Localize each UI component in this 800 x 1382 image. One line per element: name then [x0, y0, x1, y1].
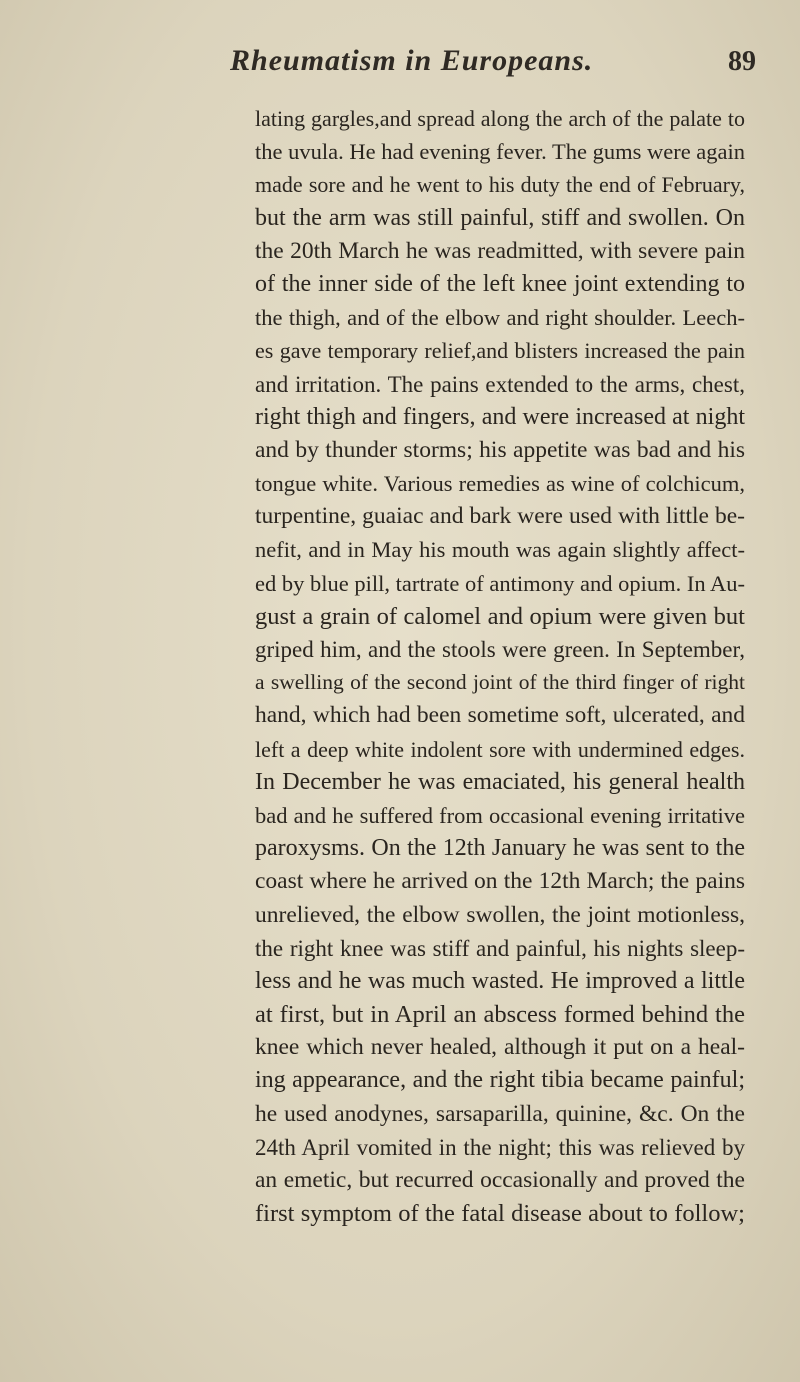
- text-line: hand, which had been sometime soft, ulcerated, and: [255, 702, 745, 729]
- text-line: paroxysms. On the 12th January he was sent to the: [255, 835, 745, 862]
- text-line: and irritation. The pains extended to the arms, chest,: [255, 371, 745, 397]
- text-line: es gave temporary relief,and blisters increased the pain: [255, 338, 745, 364]
- text-line: an emetic, but recurred occasionally and proved the: [255, 1167, 745, 1193]
- text-line: In December he was emaciated, his general health: [255, 768, 745, 795]
- text-line: bad and he suffered from occasional evening irritative: [255, 802, 745, 828]
- text-line: of the inner side of the left knee joint extending to: [255, 270, 745, 297]
- text-line: he used anodynes, sarsaparilla, quinine, &c. On the: [255, 1100, 745, 1127]
- text-line: ing appearance, and the right tibia became painful;: [255, 1067, 745, 1094]
- text-line: lating gargles,and spread along the arch of the palate to: [255, 106, 745, 131]
- text-line: made sore and he went to his duty the end of February,: [255, 172, 745, 198]
- text-line: and by thunder storms; his appetite was bad and his: [255, 436, 745, 463]
- text-line: coast where he arrived on the 12th March; the pains: [255, 868, 745, 895]
- text-line: at first, but in April an abscess formed behind the: [255, 1001, 745, 1029]
- text-line: the uvula. He had evening fever. The gums were again: [255, 139, 746, 165]
- text-line: the right knee was stiff and painful, his nights sleep-: [255, 935, 745, 961]
- text-line: turpentine, guaiac and bark were used with little be-: [255, 503, 745, 530]
- running-title: Rheumatism in Europeans.: [230, 44, 594, 77]
- body-text: [255, 102, 745, 1230]
- text-line: right thigh and fingers, and were increased at night: [255, 403, 745, 430]
- text-line: first symptom of the fatal disease about to follow;: [255, 1200, 745, 1228]
- text-line: the 20th March he was readmitted, with severe pain: [255, 237, 745, 264]
- text-line: ed by blue pill, tartrate of antimony and opium. In Au-: [255, 570, 745, 596]
- text-line: left a deep white indolent sore with undermined edges.: [255, 736, 745, 762]
- text-line: but the arm was still painful, stiff and swollen. On: [255, 204, 745, 231]
- text-line: knee which never healed, although it put on a heal-: [255, 1034, 745, 1061]
- text-line: 24th April vomited in the night; this was relieved by: [255, 1134, 745, 1160]
- text-line: nefit, and in May his mouth was again slightly affect-: [255, 537, 745, 563]
- text-line: the thigh, and of the elbow and right shoulder. Leech-: [255, 305, 745, 331]
- text-line: unrelieved, the elbow swollen, the joint motionless,: [255, 901, 745, 928]
- text-line: gust a grain of calomel and opium were given but: [255, 602, 745, 630]
- text-line: a swelling of the second joint of the third finger of right: [255, 670, 745, 695]
- text-line: less and he was much wasted. He improved a little: [255, 967, 745, 994]
- text-line: griped him, and the stools were green. In September,: [255, 637, 745, 662]
- page-number: 89: [728, 46, 756, 77]
- text-line: tongue white. Various remedies as wine of colchicum,: [255, 471, 745, 497]
